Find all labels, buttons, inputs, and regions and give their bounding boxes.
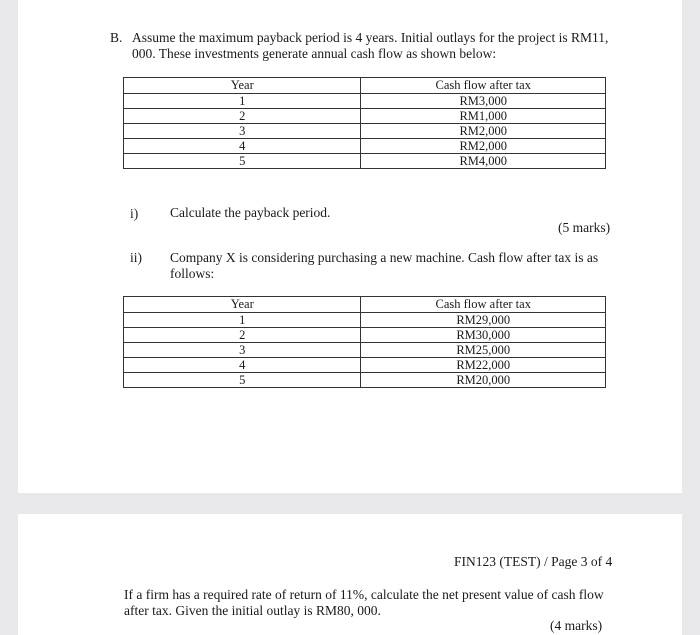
table-row (124, 313, 606, 328)
table-header-row (124, 78, 606, 94)
cash-flow-cell: RM2,000 (361, 139, 606, 154)
table-row (124, 373, 606, 388)
cash-flow-header: Cash flow after tax (361, 297, 606, 313)
cash-flow-table-2 (123, 296, 606, 388)
exam-page (18, 0, 682, 493)
year-cell: 4 (124, 139, 361, 154)
exam-page-next (18, 514, 682, 635)
table-row (124, 328, 606, 343)
npv-question-marks: (4 marks) (550, 618, 603, 633)
question-b-text: Assume the maximum payback period is 4 years. Initial outlays for the project is RM11, 000. These investments generate annual cash flow as shown below: (132, 30, 609, 61)
cash-flow-cell: RM3,000 (361, 94, 606, 109)
page-footer: FIN123 (TEST) / Page 3 of 4 (454, 554, 613, 569)
year-cell: 1 (124, 94, 361, 109)
year-cell: 5 (124, 373, 361, 388)
year-cell: 2 (124, 109, 361, 124)
year-cell: 5 (124, 154, 361, 169)
year-cell: 4 (124, 358, 361, 373)
cash-flow-cell: RM30,000 (361, 328, 606, 343)
year-header: Year (124, 297, 361, 313)
part-i-numeral: i) (130, 206, 139, 221)
cash-flow-cell: RM20,000 (361, 373, 606, 388)
year-cell: 1 (124, 313, 361, 328)
question-b-label: B. (110, 30, 123, 45)
cash-flow-cell: RM25,000 (361, 343, 606, 358)
year-header: Year (124, 78, 361, 94)
cash-flow-cell: RM1,000 (361, 109, 606, 124)
cash-flow-cell: RM29,000 (361, 313, 606, 328)
table-row (124, 358, 606, 373)
cash-flow-cell: RM4,000 (361, 154, 606, 169)
npv-question-text: If a firm has a required rate of return of 11%, calculate the net present value of cash flow after tax. Given the initial outlay is RM80, 000. (124, 587, 604, 618)
cash-flow-header: Cash flow after tax (361, 78, 606, 94)
table-row (124, 154, 606, 169)
table-row (124, 109, 606, 124)
cash-flow-table-1 (123, 77, 606, 169)
year-cell: 3 (124, 124, 361, 139)
table-row (124, 343, 606, 358)
table-row (124, 139, 606, 154)
table-header-row (124, 297, 606, 313)
cash-flow-cell: RM22,000 (361, 358, 606, 373)
part-ii-text: Company X is considering purchasing a new machine. Cash flow after tax is as follows: (170, 250, 599, 281)
year-cell: 2 (124, 328, 361, 343)
part-i-text: Calculate the payback period. (170, 205, 331, 220)
table-row (124, 94, 606, 109)
cash-flow-cell: RM2,000 (361, 124, 606, 139)
part-ii-numeral: ii) (130, 250, 142, 265)
year-cell: 3 (124, 343, 361, 358)
part-i-marks: (5 marks) (558, 220, 611, 235)
table-row (124, 124, 606, 139)
